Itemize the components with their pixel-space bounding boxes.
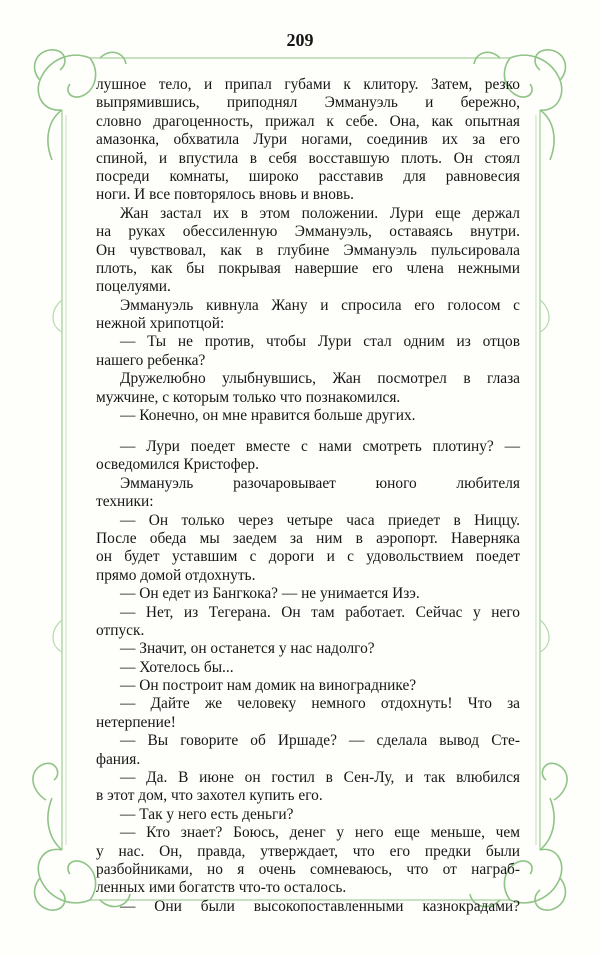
text-line: в этот дом, что захотел купить его.	[96, 787, 323, 805]
text-line: спиной, и впустила в себя восставшую плоть. Он стоял	[96, 149, 520, 167]
text-line: — Конечно, он мне нравится больше других.	[120, 407, 416, 425]
text-line: амазонка, обхватила Лури ногами, соединив их за его	[96, 131, 520, 149]
text-line: — Ты не против, чтобы Лури стал одним из отцов	[120, 333, 520, 351]
text-line: Он чувствовал, как в глубине Эммануэль пульсировала	[96, 241, 520, 259]
text-line: — Он построит нам домик на винограднике?	[120, 677, 417, 695]
text-line: фания.	[96, 750, 141, 768]
text-line: у нас. Он, правда, утверждает, что его предки были	[96, 842, 520, 860]
text-line: Дружелюбно улыбнувшись, Жан посмотрел в глаза	[120, 370, 520, 388]
text-line: — Нет, из Тегерана. Он там работает. Сейчас у него	[120, 603, 520, 621]
text-line: выпрямившись, приподнял Эммануэль и бережно,	[96, 94, 520, 112]
page-number: 209	[286, 30, 314, 50]
text-line: словно драгоценность, прижал к себе. Она, как опытная	[96, 112, 520, 130]
text-line: — Так у него есть деньги?	[120, 805, 294, 823]
text-line: нежной хрипотцой:	[96, 315, 225, 333]
text-line: он будет уставшим с дороги и с удовольствием поедет	[96, 548, 520, 566]
text-line: Эммануэль кивнула Жану и спросила его голосом с	[120, 296, 520, 314]
text-line: ноги. И все повторялось вновь и вновь.	[96, 186, 355, 204]
text-line: прямо домой отдохнуть.	[96, 566, 256, 584]
paragraph-gap	[96, 425, 520, 438]
text-line: Жан застал их в этом положении. Лури еще держал	[120, 204, 520, 222]
text-line: мужчине, с которым только что познакомился.	[96, 388, 401, 406]
text-line: на руках обессиленную Эммануэль, оставаясь внутри.	[96, 223, 520, 241]
text-line: техники:	[96, 493, 154, 511]
text-line: отпуск.	[96, 621, 145, 639]
text-line: — Дайте же человеку немного отдохнуть! Что за	[120, 695, 520, 713]
text-body	[96, 76, 520, 916]
text-line: поцелуями.	[96, 278, 171, 296]
text-line: осведомился Кристофер.	[96, 456, 259, 474]
text-line: — Значит, он останется у нас надолго?	[120, 640, 375, 658]
text-line: разбойниками, но я очень сомневаюсь, что от награб-	[96, 861, 520, 878]
text-line: нашего ребенка?	[96, 351, 206, 369]
text-line: — Лури поедет вместе с нами смотреть плотину? —	[120, 438, 520, 456]
text-line: — Кто знает? Боюсь, денег у него еще меньше, чем	[120, 824, 520, 842]
text-line: нетерпение!	[96, 713, 176, 731]
text-line: лушное тело, и припал губами к клитору. Затем, резко	[96, 76, 520, 93]
text-line: — Да. В июне он гостил в Сен-Лу, и так влюбился	[120, 769, 520, 787]
text-line: ленных ими богатств что-то осталось.	[96, 879, 347, 897]
text-line: плоть, как бы покрывая навершие его члена нежными	[96, 259, 520, 277]
text-line: — Хотелось бы...	[120, 658, 234, 676]
text-line: — Они были высокопоставленными казнокрадами?	[120, 897, 520, 915]
text-line: — Он едет из Бангкока? — не унимается Изэ.	[120, 585, 420, 603]
text-line: посреди комнаты, широко расставив для равновесия	[96, 167, 520, 185]
text-line: После обеда мы заедем за ним в аэропорт. Наверняка	[96, 529, 520, 547]
text-line: Эммануэль разочаровывает юного любителя	[120, 474, 520, 492]
text-line: — Вы говорите об Иршаде? — сделала вывод Сте-	[120, 732, 520, 750]
text-line: — Он только через четыре часа приедет в Ниццу.	[120, 511, 520, 529]
